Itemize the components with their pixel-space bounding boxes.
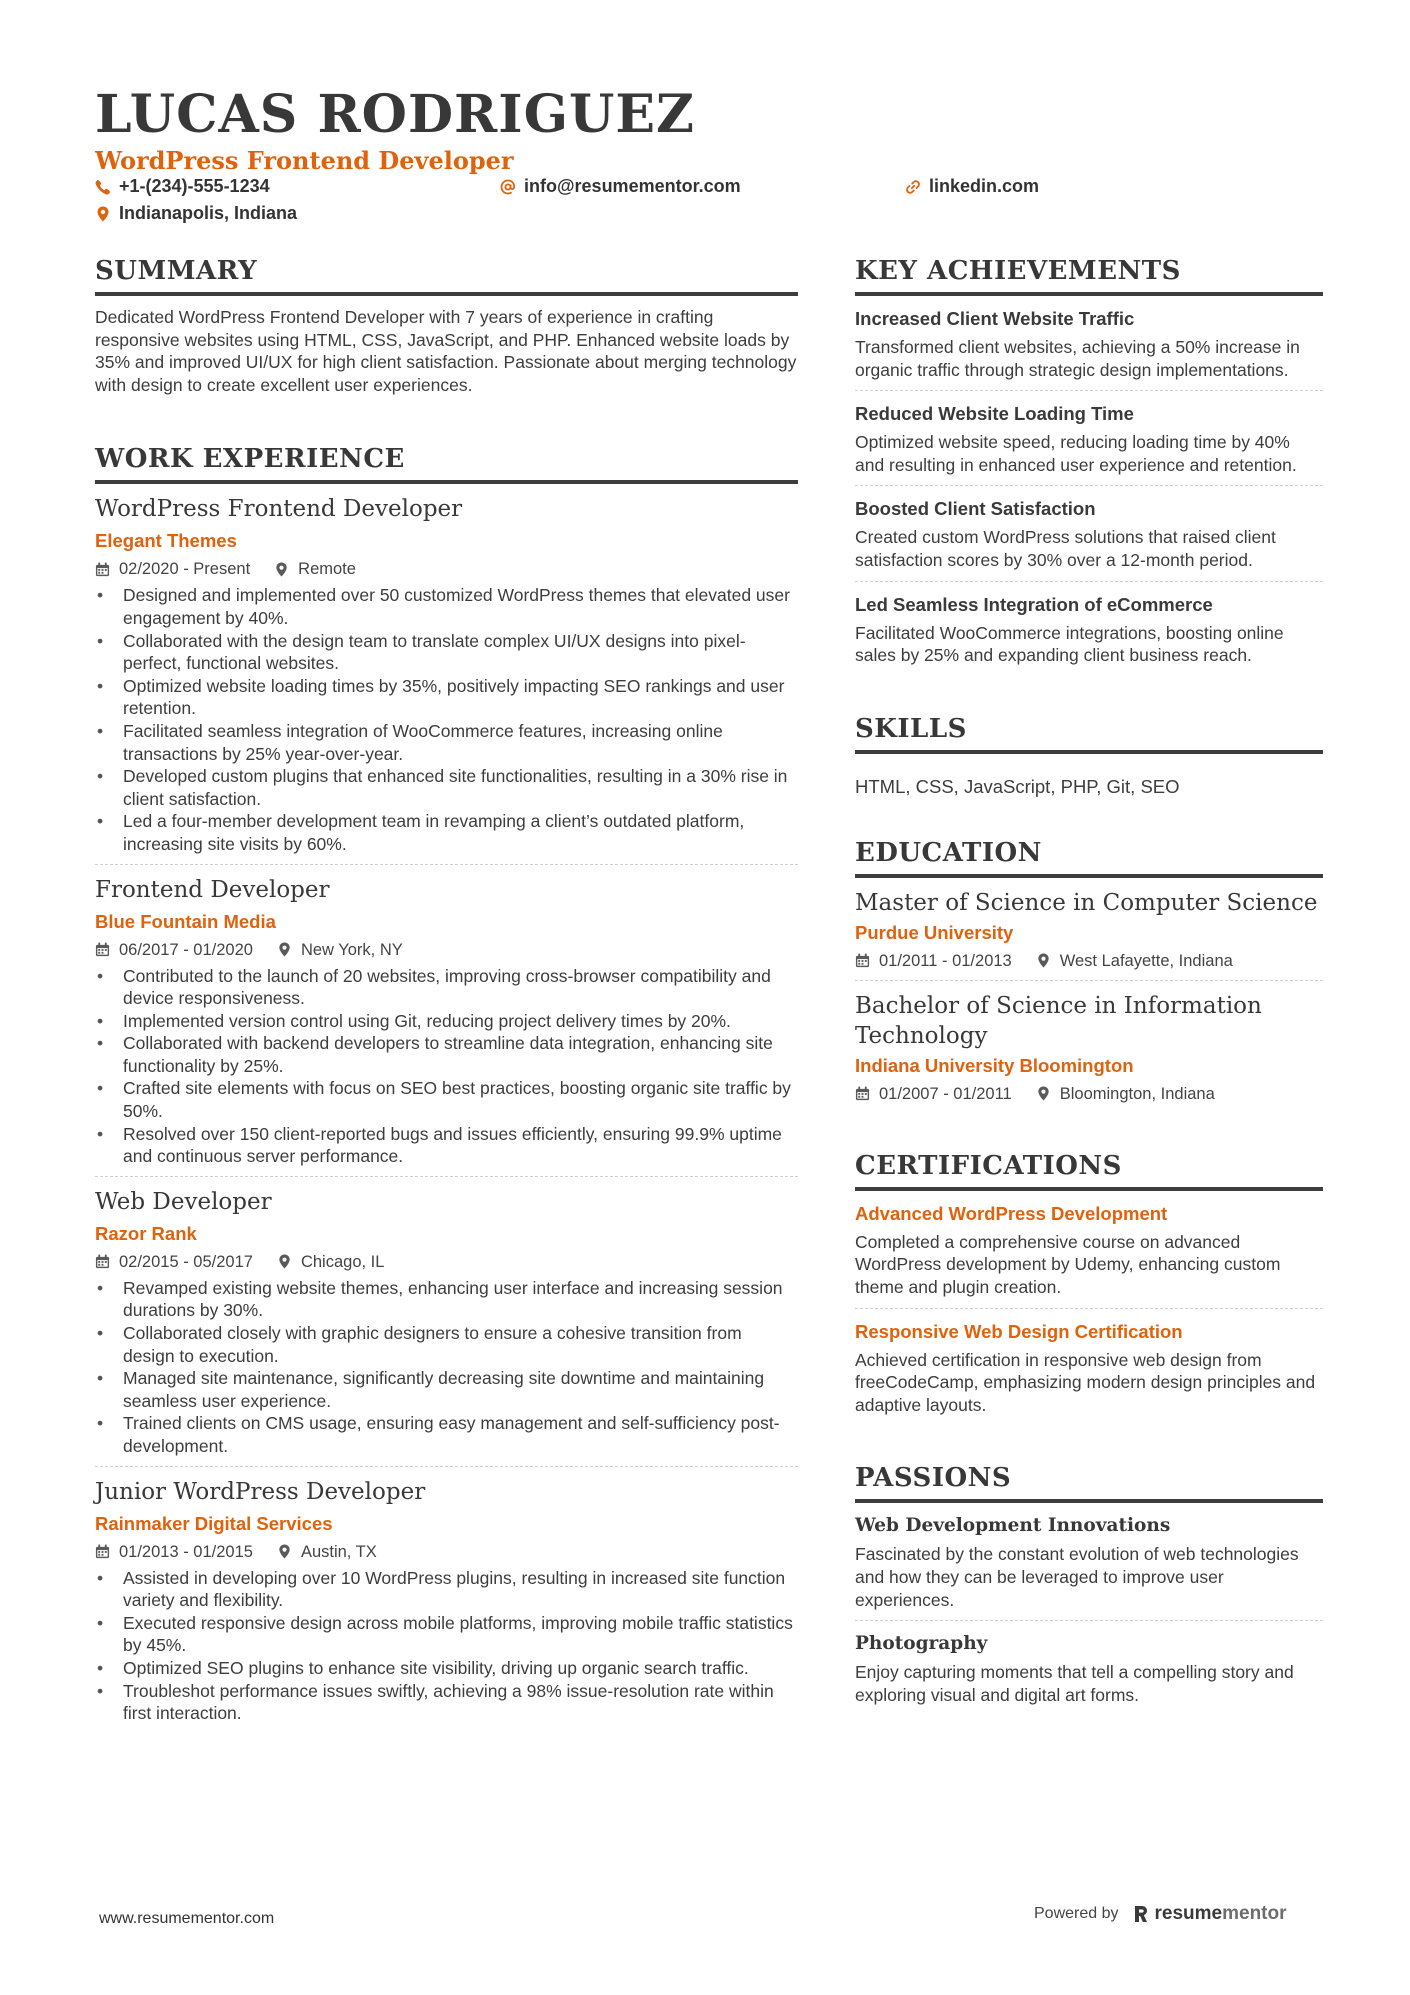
job-bullets	[95, 1567, 798, 1725]
job-meta	[95, 939, 798, 961]
achievements-heading: KEY ACHIEVEMENTS	[855, 254, 1323, 296]
certification-title: Advanced WordPress Development	[855, 1202, 1168, 1224]
job-bullet: • Resolved over 150 client-reported bugs and issues efficiently, ensuring 99.9% uptime and continuous server performance.	[95, 1123, 798, 1168]
location-text: Indianapolis, Indiana	[119, 203, 298, 223]
job-dates	[95, 1541, 253, 1563]
achievement-item	[855, 391, 1323, 486]
passion-title: Web Development Innovations	[855, 1515, 1171, 1537]
brand-text-a: resume	[1154, 1903, 1223, 1924]
achievement-title: Increased Client Website Traffic	[855, 308, 1135, 329]
passion-title: Photography	[855, 1633, 988, 1655]
job-bullet: • Optimized website loading times by 35%, positively impacting SEO rankings and user retention.	[95, 675, 798, 720]
passion-item	[855, 1503, 1323, 1621]
certification-item	[855, 1309, 1323, 1426]
email-link[interactable]: info@resumementor.com	[524, 176, 741, 196]
candidate-title: WordPress Frontend Developer	[95, 146, 514, 175]
certification-desc: Completed a comprehensive course on advanced WordPress development by Udemy, enhancing custom theme and plugin creation.	[855, 1231, 1281, 1297]
achievement-desc: Transformed client websites, achieving a 50% increase in organic traffic through strategic design implementations.	[855, 337, 1300, 380]
contact-location	[95, 203, 297, 224]
job-bullet: • Led a four-member development team in revamping a client’s outdated platform, increasing site visits by 60%.	[95, 810, 798, 855]
education-location-text: Bloomington, Indiana	[1059, 1084, 1215, 1103]
location-pin-icon	[277, 1544, 292, 1559]
achievements-section	[855, 254, 1323, 676]
job-bullet: • Implemented version control using Git, reducing project delivery times by 20%.	[95, 1010, 798, 1033]
passion-item	[855, 1621, 1323, 1715]
contact-row-1	[95, 176, 1325, 203]
job-dates	[95, 1251, 253, 1273]
achievement-desc: Optimized website speed, reducing loading time by 40% and resulting in enhanced user experience and retention.	[855, 432, 1297, 475]
job-meta	[95, 1541, 798, 1563]
job-company: Elegant Themes	[95, 530, 237, 552]
location-pin-icon	[277, 1254, 292, 1269]
achievement-title: Boosted Client Satisfaction	[855, 498, 1096, 520]
job-dates-text: 01/2013 - 01/2015	[119, 1542, 253, 1561]
job-bullet: • Managed site maintenance, significantly decreasing site downtime and maintaining seamless user experience.	[95, 1367, 798, 1412]
job-bullets	[95, 584, 798, 855]
job-location-text: New York, NY	[300, 940, 403, 959]
job-bullets	[95, 965, 798, 1168]
job-entry	[95, 865, 798, 1177]
summary-heading: SUMMARY	[95, 254, 798, 296]
footer-website[interactable]: www.resumementor.com	[99, 1910, 275, 1927]
location-pin-icon	[95, 206, 111, 222]
job-bullet: • Trained clients on CMS usage, ensuring easy management and self-sufficiency post-development.	[95, 1412, 798, 1457]
phone-icon	[95, 179, 111, 195]
education-heading: EDUCATION	[855, 836, 1323, 878]
contact-row-2	[95, 203, 1325, 230]
achievement-title: Led Seamless Integration of eCommerce	[855, 593, 1213, 615]
job-bullet: • Troubleshot performance issues swiftly, achieving a 98% issue-resolution rate within first interaction.	[95, 1680, 798, 1725]
education-meta	[855, 950, 1323, 972]
contact-phone	[95, 176, 270, 197]
certification-item	[855, 1191, 1323, 1309]
certifications-heading: CERTIFICATIONS	[855, 1149, 1323, 1191]
job-bullet: • Facilitated seamless integration of WooCommerce features, increasing online transactions by 25% year-over-year.	[95, 720, 798, 765]
job-dates-text: 02/2020 - Present	[119, 560, 251, 579]
job-location	[277, 1541, 377, 1563]
achievement-item	[855, 582, 1323, 676]
job-meta	[95, 1251, 798, 1273]
summary-section	[95, 254, 798, 396]
job-location-text: Austin, TX	[300, 1542, 377, 1561]
job-meta	[95, 558, 798, 580]
job-role: WordPress Frontend Developer	[95, 496, 463, 523]
location-pin-icon	[277, 942, 292, 957]
resume-header	[95, 84, 1325, 230]
job-location-text: Chicago, IL	[300, 1252, 385, 1271]
education-location-text: West Lafayette, Indiana	[1059, 951, 1233, 970]
job-bullet: • Collaborated with the design team to translate complex UI/UX designs into pixel-perfect, functional websites.	[95, 630, 798, 675]
job-bullet: • Designed and implemented over 50 customized WordPress themes that elevated user engagement by 40%.	[95, 584, 798, 629]
job-bullet: • Contributed to the launch of 20 websites, improving cross-browser compatibility and device responsiveness.	[95, 965, 798, 1010]
education-item	[855, 981, 1323, 1113]
job-location-text: Remote	[298, 560, 356, 579]
education-degree: Master of Science in Computer Science	[855, 889, 1318, 916]
job-location	[277, 939, 403, 961]
location-pin-icon	[1036, 953, 1051, 968]
passions-section	[855, 1461, 1323, 1715]
job-bullet: • Assisted in developing over 10 WordPress plugins, resulting in increased site function variety and flexibility.	[95, 1567, 798, 1612]
job-entry	[95, 1467, 798, 1733]
contact-email	[500, 176, 741, 197]
job-bullet: • Collaborated with backend developers to streamline data integration, enhancing site functionality by 25%.	[95, 1032, 798, 1077]
brand-text-b: mentor	[1222, 1903, 1287, 1924]
job-dates-text: 02/2015 - 05/2017	[119, 1252, 253, 1271]
job-bullet: • Crafted site elements with focus on SEO best practices, boosting organic site traffic by 50%.	[95, 1077, 798, 1122]
powered-by-text: Powered by	[1034, 1905, 1119, 1922]
certifications-section	[855, 1149, 1323, 1426]
job-dates	[95, 558, 250, 580]
education-school: Indiana University Bloomington	[855, 1054, 1134, 1076]
job-role: Junior WordPress Developer	[95, 1478, 426, 1505]
achievement-desc: Created custom WordPress solutions that raised client satisfaction scores by 30% over a 12-month period.	[855, 527, 1276, 570]
brand-logo-icon	[1133, 1904, 1149, 1924]
at-sign-icon	[500, 179, 516, 195]
skills-text: HTML, CSS, JavaScript, PHP, Git, SEO	[855, 775, 1180, 797]
contact-linkedin	[905, 176, 1039, 197]
experience-heading: WORK EXPERIENCE	[95, 442, 798, 484]
achievement-title: Reduced Website Loading Time	[855, 403, 1134, 425]
job-entry	[95, 484, 798, 864]
link-icon	[905, 179, 921, 195]
job-company: Razor Rank	[95, 1222, 197, 1244]
calendar-icon	[95, 1544, 110, 1559]
education-dates	[855, 950, 1012, 972]
education-school: Purdue University	[855, 921, 1014, 943]
achievement-desc: Facilitated WooCommerce integrations, boosting online sales by 25% and expanding client business reach.	[855, 622, 1284, 666]
job-bullet: • Developed custom plugins that enhanced site functionalities, resulting in a 30% rise in client satisfaction.	[95, 765, 798, 810]
calendar-icon	[855, 953, 870, 968]
skills-section	[855, 712, 1323, 800]
job-role: Frontend Developer	[95, 876, 330, 903]
achievement-item	[855, 296, 1323, 391]
education-dates-text: 01/2007 - 01/2011	[879, 1084, 1012, 1103]
candidate-name: LUCAS RODRIGUEZ	[95, 84, 695, 145]
job-location	[277, 1251, 384, 1273]
job-company: Blue Fountain Media	[95, 910, 276, 932]
left-column	[95, 254, 798, 1769]
calendar-icon	[95, 562, 110, 577]
education-meta	[855, 1083, 1323, 1105]
calendar-icon	[855, 1086, 870, 1101]
experience-section	[95, 442, 798, 1732]
job-company: Rainmaker Digital Services	[95, 1512, 333, 1534]
location-pin-icon	[1036, 1086, 1051, 1101]
job-bullet: • Collaborated closely with graphic designers to ensure a cohesive transition from design to execution.	[95, 1322, 798, 1367]
education-dates	[855, 1083, 1012, 1105]
right-column	[855, 254, 1323, 1751]
job-bullets	[95, 1277, 798, 1458]
education-location	[1036, 950, 1233, 972]
job-bullet: • Revamped existing website themes, enhancing user interface and increasing session durations by 30%.	[95, 1277, 798, 1322]
achievement-item	[855, 486, 1323, 581]
job-role: Web Developer	[95, 1188, 272, 1215]
calendar-icon	[95, 1254, 110, 1269]
brand-logo[interactable]	[1133, 1903, 1287, 1925]
summary-text: Dedicated WordPress Frontend Developer with 7 years of experience in crafting responsive websites using HTML, CSS, JavaScript, and PHP. Enhanced website loads by 35% and improved UI/UX for high client satisfaction. Passionate about merging technology with design to create excellent user experiences.	[95, 307, 797, 395]
certification-title: Responsive Web Design Certification	[855, 1320, 1183, 1342]
passion-desc: Fascinated by the constant evolution of web technologies and how they can be leveraged to improve user experiences.	[855, 1544, 1299, 1610]
job-dates	[95, 939, 253, 961]
phone-text[interactable]: +1-(234)-555-1234	[119, 176, 270, 196]
education-degree: Bachelor of Science in Information Technology	[855, 992, 1262, 1049]
job-entry	[95, 1177, 798, 1467]
job-bullet: • Optimized SEO plugins to enhance site visibility, driving up organic search traffic.	[95, 1657, 798, 1680]
linkedin-link[interactable]: linkedin.com	[929, 176, 1040, 196]
job-bullet: • Executed responsive design across mobile platforms, improving mobile traffic statistics by 45%.	[95, 1612, 798, 1657]
education-item	[855, 878, 1323, 981]
certification-desc: Achieved certification in responsive web design from freeCodeCamp, emphasizing modern design principles and adaptive layouts.	[855, 1349, 1316, 1415]
education-location	[1036, 1083, 1215, 1105]
education-section	[855, 836, 1323, 1113]
job-dates-text: 06/2017 - 01/2020	[119, 940, 253, 959]
calendar-icon	[95, 942, 110, 957]
location-pin-icon	[274, 562, 289, 577]
footer-brand	[1034, 1903, 1287, 1925]
passion-desc: Enjoy capturing moments that tell a compelling story and exploring visual and digital art forms.	[855, 1662, 1294, 1705]
passions-heading: PASSIONS	[855, 1461, 1323, 1503]
skills-heading: SKILLS	[855, 712, 1323, 754]
education-dates-text: 01/2011 - 01/2013	[879, 951, 1012, 970]
job-location	[274, 558, 356, 580]
